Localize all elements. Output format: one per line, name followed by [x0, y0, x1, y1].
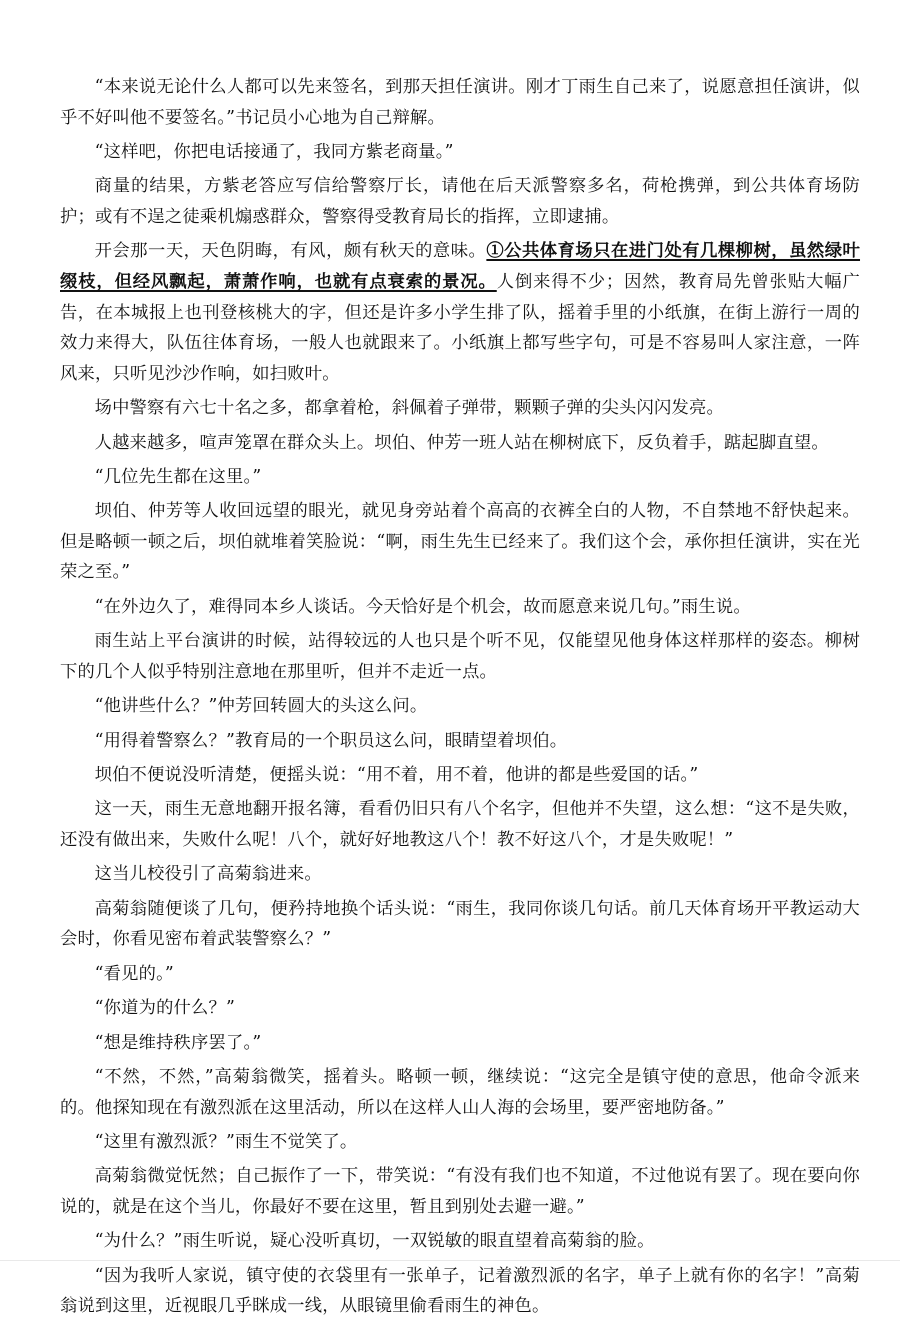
paragraph-text: 人倒来得不少；因然，教育局先曾张贴大幅广告，在本城报上也刊登核桃大的字，但还是许多小学生排了队，摇着手里的小纸旗，在街上游行一周的效力来得大，队伍往体育场，一般人也就跟来了。小纸旗上都写些字句，可是不容易叫人家注意，一阵风来，只听见沙沙作响，如扫败叶。 — [60, 271, 860, 384]
paragraph: 这一天，雨生无意地翻开报名簿，看看仍旧只有八个名字，但他并不失望，这么想：“这不是失败，还没有做出来，失败什么呢！八个，就好好地教这八个！教不好这八个，才是失败呢！” — [60, 799, 860, 851]
paragraph: “这里有激烈派？”雨生不觉笑了。 — [94, 1131, 358, 1152]
paragraph: 这当儿校役引了高菊翁进来。 — [94, 864, 322, 885]
document-page — [60, 72, 860, 1322]
paragraph: “本来说无论什么人都可以先来签名，到那天担任演讲。刚才丁雨生自己来了，说愿意担任演讲，似乎不好叫他不要签名。”书记员小心地为自己辩解。 — [60, 77, 860, 128]
paragraph: “这样吧，你把电话接通了，我同方紫老商量。” — [94, 141, 454, 162]
paragraph: “几位先生都在这里。” — [94, 466, 262, 487]
page-bottom-edge — [0, 1260, 900, 1261]
paragraph-text: 开会那一天，天色阴晦，有风，颇有秋天的意味。 — [94, 241, 487, 262]
paragraph: 人越来越多，喧声笼罩在群众头上。坝伯、仲芳一班人站在柳树底下，反负着手，踮起脚直望。 — [94, 432, 829, 453]
paragraph: “看见的。” — [94, 963, 174, 984]
paragraph: 高菊翁微觉怃然；自己振作了一下，带笑说：“有没有我们也不知道，不过他说有罢了。现在要向你说的，就是在这个当儿，你最好不要在这里，暂且到别处去避一避。” — [60, 1166, 860, 1217]
underlined-sentence: ①公共体育场只在进门处有几棵柳树，虽然绿叶缀枝，但经风飘起，萧萧作响，也就有点衰索的景况。 — [60, 241, 861, 292]
paragraph: “他讲些什么？”仲芳回转圆大的头这么问。 — [94, 696, 428, 717]
paragraph: “因为我听人家说，镇守使的衣袋里有一张单子，记着激烈派的名字，单子上就有你的名字！”高菊翁说到这里，近视眼几乎眯成一线，从眼镜里偷看雨生的神色。 — [60, 1265, 860, 1317]
paragraph-with-underline — [60, 236, 860, 389]
paragraph: 雨生站上平台演讲的时候，站得较远的人也只是个听不见，仅能望见他身体这样那样的姿态。柳树下的几个人似乎特别注意地在那里听，但并不走近一点。 — [60, 631, 860, 682]
paragraph: “用得着警察么？”教育局的一个职员这么问，眼睛望着坝伯。 — [94, 730, 568, 751]
paragraph: “不然，不然，”高菊翁微笑，摇着头。略顿一顿，继续说：“这完全是镇守使的意思，他命令派来的。他探知现在有激烈派在这里活动，所以在这样人山人海的会场里，要严密地防备。” — [60, 1066, 860, 1118]
paragraph: 商量的结果，方紫老答应写信给警察厅长，请他在后天派警察多名，荷枪携弹，到公共体育场防护；或有不逞之徒乘机煽惑群众，警察得受教育局长的指挥，立即逮捕。 — [60, 176, 860, 227]
paragraph: 坝伯不便说没听清楚，便摇头说：“用不着，用不着，他讲的都是些爱国的话。” — [94, 765, 699, 786]
paragraph: 高菊翁随便谈了几句，便矜持地换个话头说：“雨生，我同你谈几句话。前几天体育场开平教运动大会时，你看见密布着武装警察么？” — [60, 898, 860, 950]
paragraph: 坝伯、仲芳等人收回远望的眼光，就见身旁站着个高高的衣裤全白的人物，不自禁地不舒快起来。但是略顿一顿之后，坝伯就堆着笑脸说：“啊，雨生先生已经来了。我们这个会，承你担任演讲，实在光荣之至。” — [60, 501, 860, 583]
paragraph: 场中警察有六七十名之多，都拿着枪，斜佩着子弹带，颗颗子弹的尖头闪闪发亮。 — [94, 398, 724, 419]
paragraph: “想是维持秩序罢了。” — [94, 1032, 262, 1053]
paragraph: “为什么？”雨生听说，疑心没听真切，一双锐敏的眼直望着高菊翁的脸。 — [94, 1231, 655, 1252]
paragraph: “你道为的什么？” — [94, 998, 236, 1019]
paragraph: “在外边久了，难得同本乡人谈话。今天恰好是个机会，故而愿意来说几句。”雨生说。 — [94, 596, 751, 617]
